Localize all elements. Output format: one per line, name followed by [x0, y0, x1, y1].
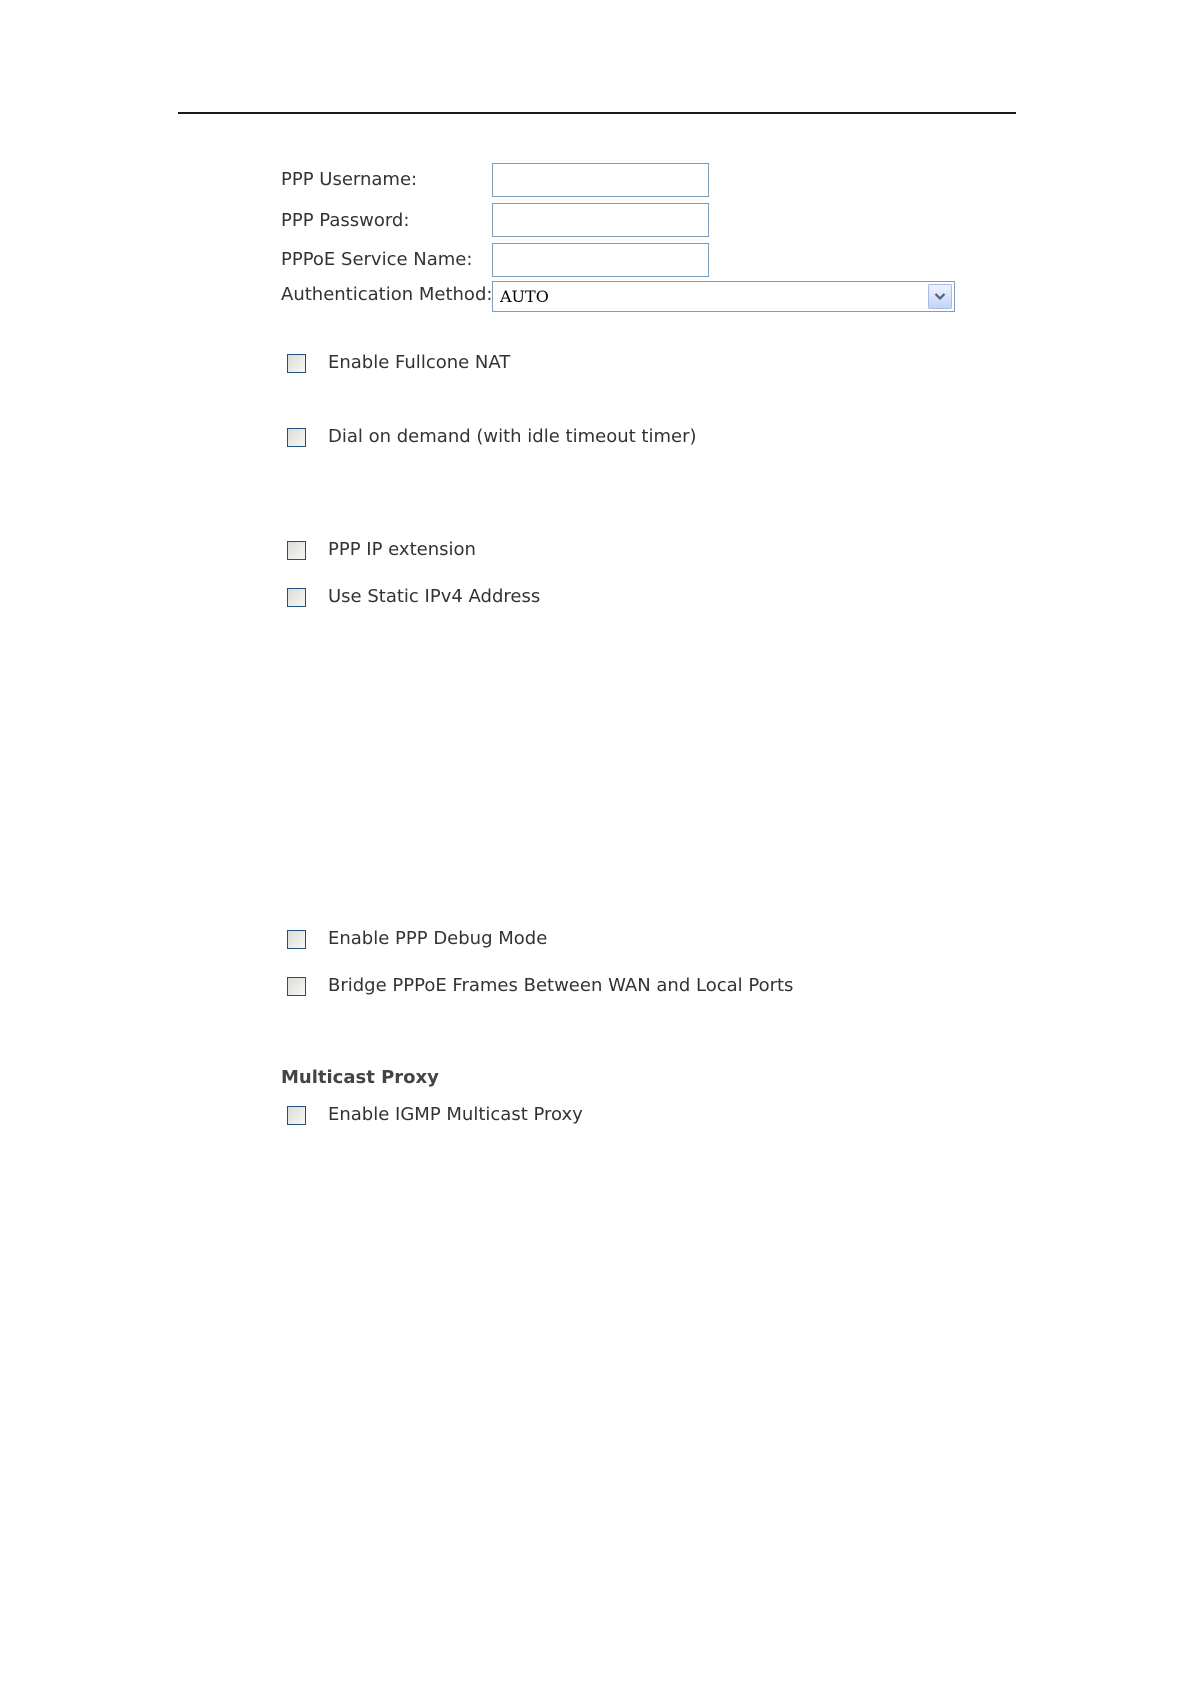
- fullcone-nat-checkbox[interactable]: [287, 354, 306, 373]
- ppp-debug-checkbox[interactable]: [287, 930, 306, 949]
- igmp-proxy-checkbox[interactable]: [287, 1106, 306, 1125]
- auth-method-label: Authentication Method:: [281, 284, 493, 305]
- bridge-pppoe-checkbox[interactable]: [287, 977, 306, 996]
- ppp-password-input[interactable]: [492, 203, 709, 237]
- ppp-ip-extension-label: PPP IP extension: [328, 539, 476, 560]
- fullcone-nat-label: Enable Fullcone NAT: [328, 352, 511, 373]
- multicast-proxy-heading: Multicast Proxy: [281, 1067, 439, 1088]
- dial-on-demand-checkbox[interactable]: [287, 428, 306, 447]
- ppp-ip-extension-checkbox[interactable]: [287, 541, 306, 560]
- static-ipv4-label: Use Static IPv4 Address: [328, 586, 541, 607]
- auth-method-selected-value: AUTO: [500, 287, 549, 306]
- pppoe-service-name-input[interactable]: [492, 243, 709, 277]
- auth-method-select[interactable]: [492, 281, 955, 312]
- static-ipv4-checkbox[interactable]: [287, 588, 306, 607]
- ppp-password-label: PPP Password:: [281, 210, 410, 231]
- ppp-debug-label: Enable PPP Debug Mode: [328, 928, 548, 949]
- pppoe-service-name-label: PPPoE Service Name:: [281, 249, 473, 270]
- ppp-username-label: PPP Username:: [281, 169, 418, 190]
- dial-on-demand-label: Dial on demand (with idle timeout timer): [328, 426, 697, 447]
- bridge-pppoe-label: Bridge PPPoE Frames Between WAN and Local Ports: [328, 975, 794, 996]
- ppp-username-input[interactable]: [492, 163, 709, 197]
- chevron-down-icon[interactable]: [928, 284, 952, 309]
- header-divider: [178, 112, 1016, 114]
- igmp-proxy-label: Enable IGMP Multicast Proxy: [328, 1104, 583, 1125]
